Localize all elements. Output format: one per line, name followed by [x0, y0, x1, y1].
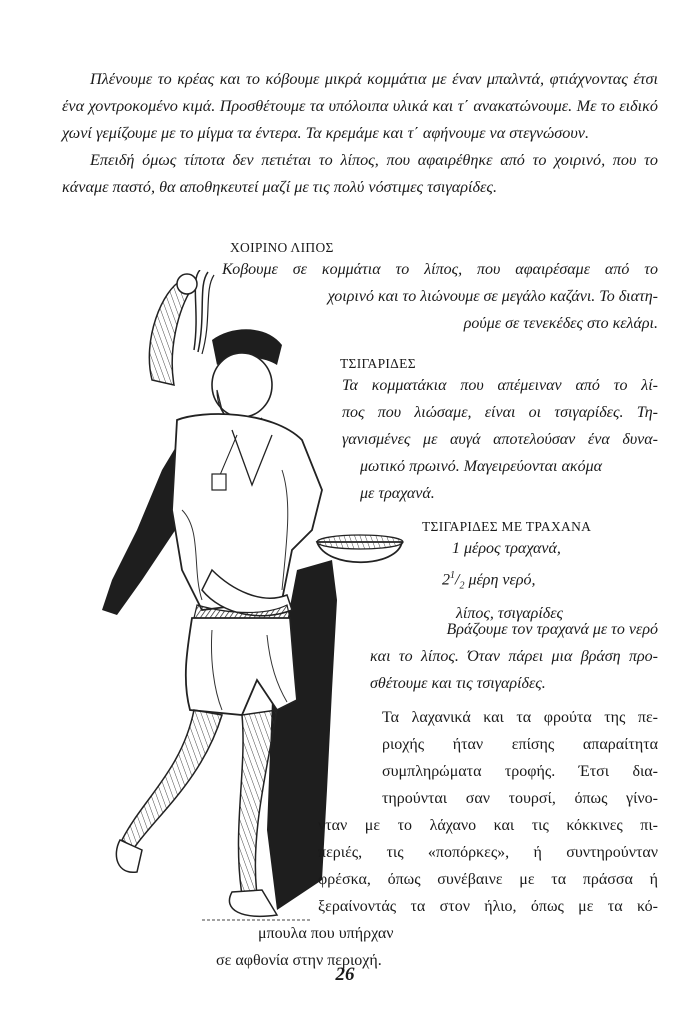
ingredient-item: 1 μέρος τραχανά, [452, 540, 561, 557]
vegetables-line-9: μπουλα που υπήρχαν [258, 925, 394, 942]
intro-text [62, 66, 658, 201]
page-number: 26 [335, 964, 355, 985]
ingredient-item [440, 562, 620, 600]
intro-paragraph-2: Επειδή όμως τίποτα δεν πετιέται το λίπος, που αφαιρέθηκε από το χοιρινό, που το κάναμε παστό, θα αποθηκευτεί μαζί με τις πολύ νόστιμες τσιγαρίδες. [62, 151, 658, 196]
text-line: πος που λιώσαμε, είναι οι τσιγαρίδες. Τη- [342, 404, 658, 421]
section-body-lard [222, 256, 658, 337]
text-line: μωτικό πρωινό. Μαγειρεύονται ακόμα [360, 458, 603, 475]
section-title-cracklings: ΤΣΙΓΑΡΙΔΕΣ [340, 356, 416, 371]
text-line: Βράζουμε τον τραχανά με το νερό [446, 621, 658, 638]
fraction-whole: 2 [442, 571, 450, 589]
text-line: περιές, τις «ποπόρκες», ή συντηρούνταν [318, 844, 658, 861]
fraction-slash: / [455, 571, 460, 589]
text-line: φρέσκα, όπως συνέβαινε με τα πράσσα ή [318, 871, 658, 888]
section-title-trachana: ΤΣΙΓΑΡΙΔΕΣ ΜΕ ΤΡΑΧΑΝΑ [422, 519, 592, 534]
text-line: συμπληρώματα τροφής. Έτσι δια- [382, 763, 658, 780]
fraction-numerator: 1 [450, 570, 455, 581]
section-title-lard: ΧΟΙΡΙΝΟ ΛΙΠΟΣ [230, 240, 334, 255]
vegetables-paragraph [318, 704, 658, 920]
text-line: γανισμένες με αυγά αποτελούσαν ένα δυνα- [342, 431, 658, 448]
text-line: ριοχής ήταν επίσης απαραίτητα [382, 736, 658, 753]
text-line: Τα κομματάκια που απέμειναν από το λί- [342, 377, 658, 394]
text-line: ρούμε σε τενεκέδες στο κελάρι. [463, 315, 658, 332]
ingredient-rest: μέρη νερό, [464, 571, 536, 589]
fraction-denominator: 2 [459, 580, 465, 592]
section-body-cracklings [342, 372, 658, 507]
text-line: σθέτουμε και τις τσιγαρίδες. [370, 675, 546, 692]
text-line: νταν με το λάχανο και τις κόκκινες πι- [318, 817, 658, 834]
ingredient-list [440, 535, 620, 627]
text-line: χοιρινό και το λιώνουμε σε μεγάλο καζάνι. Το διατη- [327, 288, 658, 305]
text-line: τηρούνται σαν τουρσί, όπως γίνο- [382, 790, 658, 807]
text-line: Τα λαχανικά και τα φρούτα της πε- [382, 709, 658, 726]
ingredient-item: λίπος, τσιγαρίδες [456, 604, 564, 622]
text-line: Κοβουμε σε κομμάτια το λίπος, που αφαιρέσαμε από το [222, 261, 658, 278]
text-line: ξεραίνοντάς τα στον ήλιο, όπως με τα κό- [318, 898, 658, 915]
vegetables-line-10: σε αφθονία στην περιοχή. [216, 952, 382, 969]
intro-paragraph-1: Πλένουμε το κρέας και το κόβουμε μικρά κομμάτια με έναν μπαλντά, φτιάχνοντας έτσι ένα χοντροκομένο κιμά. Προσθέτουμε τα υπόλοιπα υλικά και τ΄ ανακατώνουμε. Με το ειδικό χωνί γεμίζουμε με το μίγμα τα έντερα. Τα κρεμάμε και τ΄ αφήνουμε να στεγνώσουν. [62, 70, 658, 142]
section-body-trachana [370, 616, 658, 697]
text-line: και το λίπος. Όταν πάρει μια βράση προ- [370, 648, 658, 665]
text-line: με τραχανά. [360, 485, 435, 502]
